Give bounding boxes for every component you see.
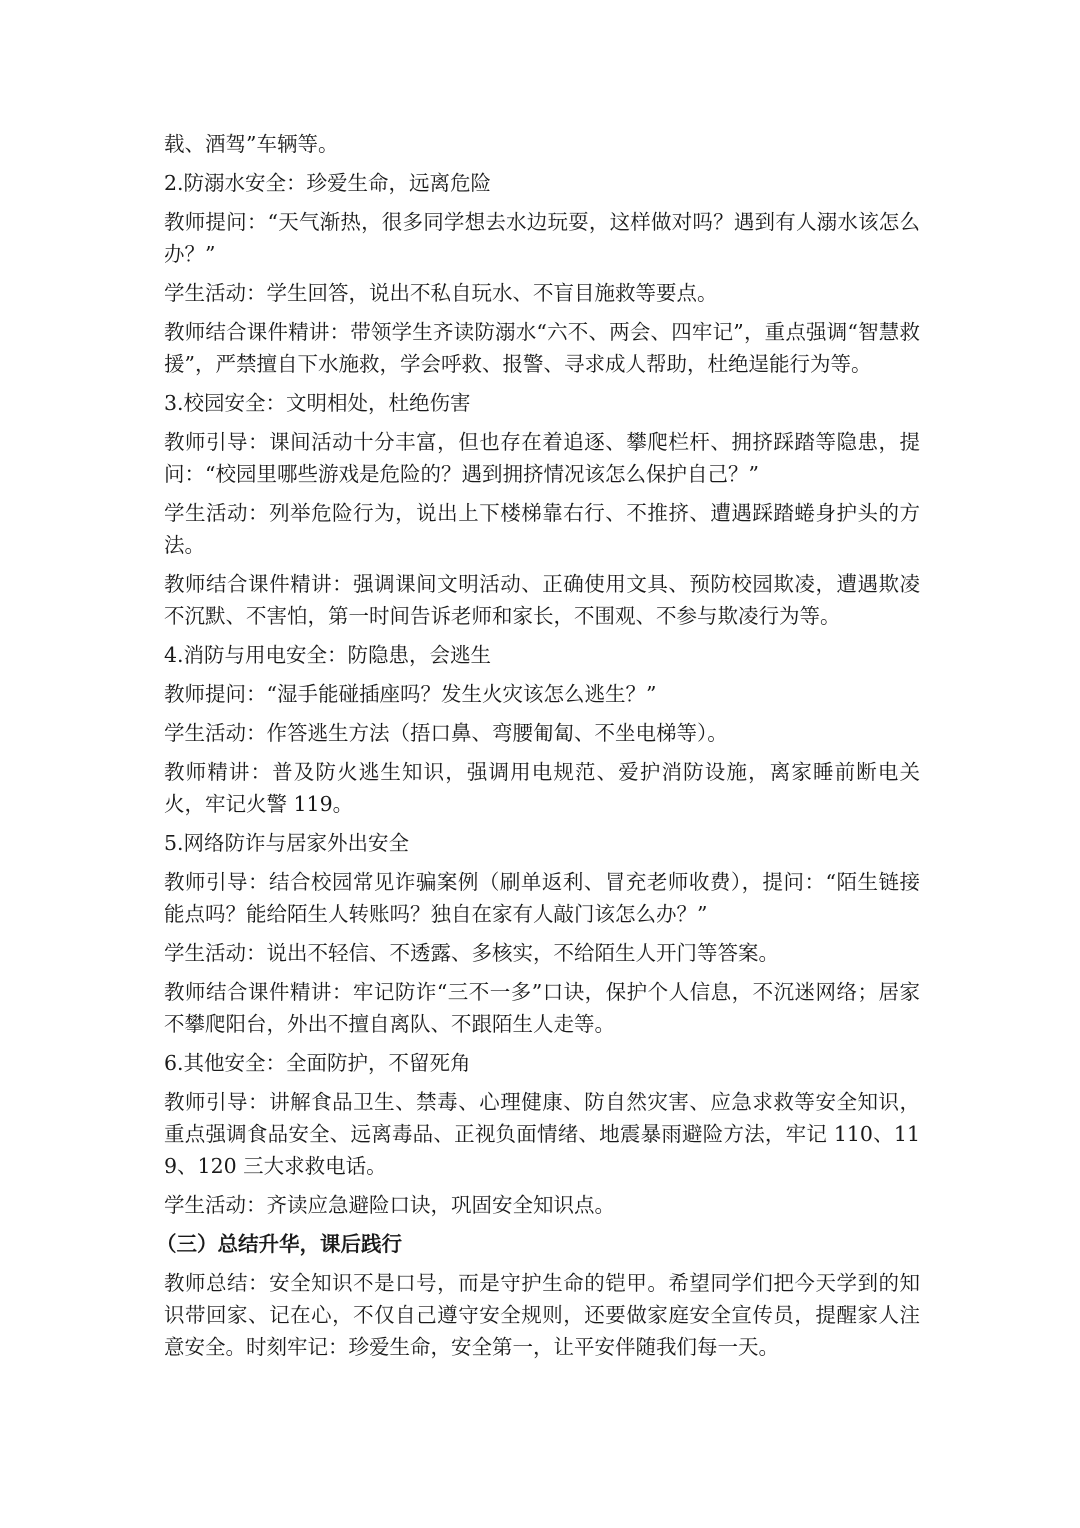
paragraph: 学生活动：作答逃生方法（捂口鼻、弯腰匍匐、不坐电梯等）。 bbox=[164, 721, 728, 745]
section-heading: 3.校园安全：文明相处，杜绝伤害 bbox=[164, 391, 471, 415]
paragraph: 教师结合课件精讲：带领学生齐读防溺水“六不、两会、四牢记”，重点强调“智慧救援”，严禁擅自下水施救，学会呼救、报警、寻求成人帮助，杜绝逞能行为等。 bbox=[164, 320, 920, 376]
paragraph: 学生活动：齐读应急避险口诀，巩固安全知识点。 bbox=[164, 1193, 615, 1217]
paragraph: 教师提问：“湿手能碰插座吗？发生火灾该怎么逃生？” bbox=[164, 682, 657, 706]
paragraph: 学生活动：说出不轻信、不透露、多核实，不给陌生人开门等答案。 bbox=[164, 941, 779, 965]
paragraph: 教师总结：安全知识不是口号，而是守护生命的铠甲。希望同学们把今天学到的知识带回家、记在心，不仅自己遵守安全规则，还要做家庭安全宣传员，提醒家人注意安全。时刻牢记：珍爱生命，安全第一，让平安伴随我们每一天。 bbox=[164, 1271, 920, 1359]
paragraph: 载、酒驾”车辆等。 bbox=[164, 132, 339, 156]
section-heading: 6.其他安全：全面防护，不留死角 bbox=[164, 1051, 471, 1075]
paragraph: 教师结合课件精讲：强调课间文明活动、正确使用文具、预防校园欺凌，遭遇欺凌不沉默、不害怕，第一时间告诉老师和家长，不围观、不参与欺凌行为等。 bbox=[164, 572, 920, 628]
document-body bbox=[156, 128, 920, 1370]
paragraph: 教师精讲：普及防火逃生知识，强调用电规范、爱护消防设施，离家睡前断电关火，牢记火警 119。 bbox=[164, 760, 920, 816]
section-heading: 5.网络防诈与居家外出安全 bbox=[164, 831, 410, 855]
paragraph: 教师引导：结合校园常见诈骗案例（刷单返利、冒充老师收费），提问：“陌生链接能点吗？能给陌生人转账吗？独自在家有人敲门该怎么办？” bbox=[164, 870, 920, 926]
section-heading: 2.防溺水安全：珍爱生命，远离危险 bbox=[164, 171, 492, 195]
summary-heading: （三）总结升华，课后践行 bbox=[156, 1232, 402, 1256]
section-heading: 4.消防与用电安全：防隐患，会逃生 bbox=[164, 643, 492, 667]
paragraph: 教师结合课件精讲：牢记防诈“三不一多”口诀，保护个人信息，不沉迷网络；居家不攀爬阳台，外出不擅自离队、不跟陌生人走等。 bbox=[164, 980, 920, 1036]
paragraph: 教师引导：讲解食品卫生、禁毒、心理健康、防自然灾害、应急求救等安全知识，重点强调食品安全、远离毒品、正视负面情绪、地震暴雨避险方法，牢记 110、119、120 三大求救电话。 bbox=[164, 1090, 920, 1178]
paragraph: 教师引导：课间活动十分丰富，但也存在着追逐、攀爬栏杆、拥挤踩踏等隐患，提问：“校园里哪些游戏是危险的？遇到拥挤情况该怎么保护自己？” bbox=[164, 430, 920, 486]
paragraph: 学生活动：学生回答，说出不私自玩水、不盲目施救等要点。 bbox=[164, 281, 718, 305]
paragraph: 学生活动：列举危险行为，说出上下楼梯靠右行、不推挤、遭遇踩踏蜷身护头的方法。 bbox=[164, 501, 920, 557]
paragraph: 教师提问：“天气渐热，很多同学想去水边玩耍，这样做对吗？遇到有人溺水该怎么办？” bbox=[164, 210, 920, 266]
